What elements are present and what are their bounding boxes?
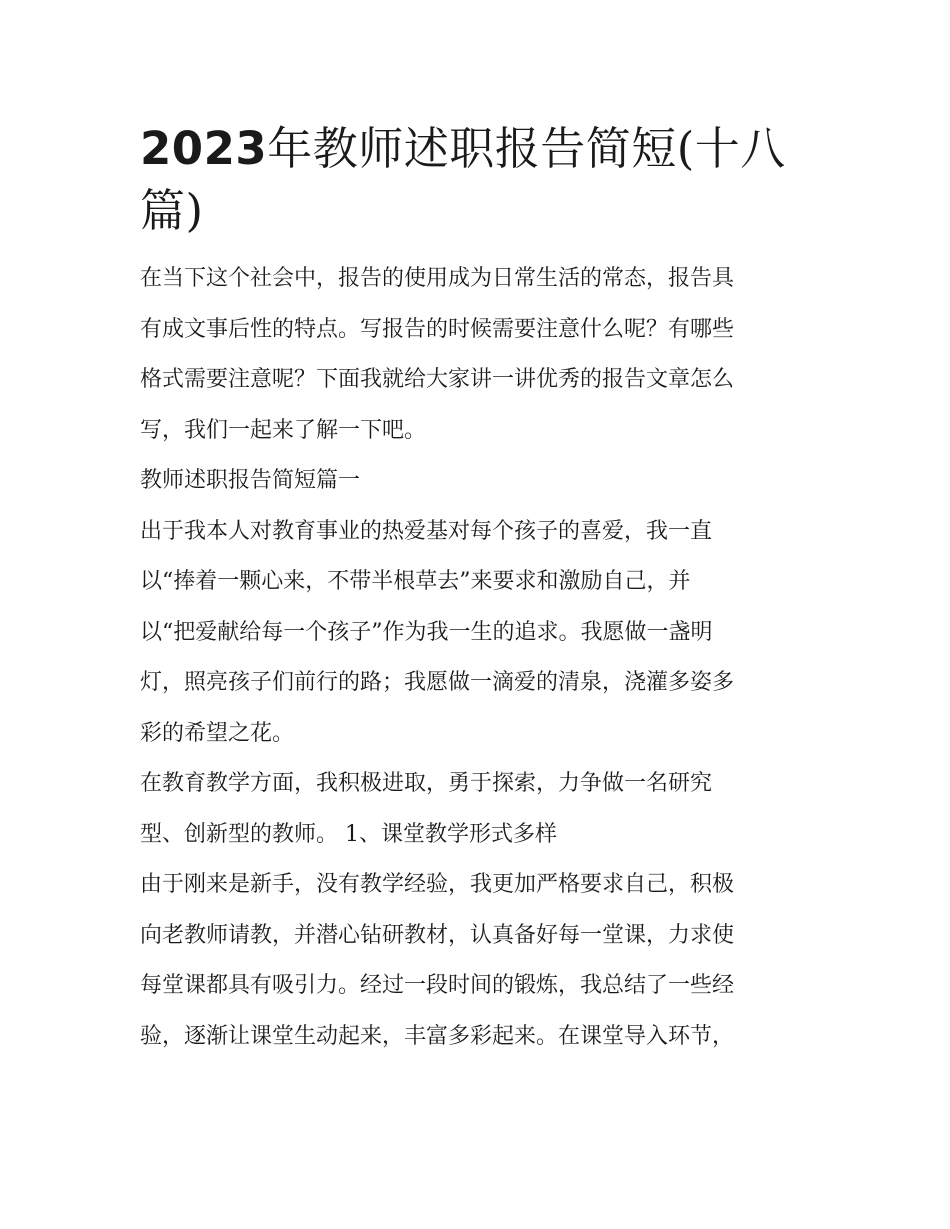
text-line: 灯，照亮孩子们前行的路；我愿做一滴爱的清泉，浇灌多姿多: [140, 670, 735, 695]
intro-paragraph: [140, 254, 812, 456]
text-line: 教师述职报告简短篇一: [140, 468, 361, 493]
text-line: 以“把爱献给每一个孩子”作为我一生的追求。我愿做一盏明: [140, 619, 713, 645]
section-heading: [140, 456, 812, 507]
body-paragraph-3: [140, 860, 812, 1062]
text-line: 在教育教学方面，我积极进取，勇于探索，力争做一名研究: [140, 771, 713, 796]
body-paragraph-1: [140, 507, 812, 760]
text-line: 验，逐渐让课堂生动起来，丰富多彩起来。在课堂导入环节，: [140, 1023, 735, 1049]
text-line: 在当下这个社会中，报告的使用成为日常生活的常态，报告具: [140, 266, 735, 291]
text-line: 型、创新型的教师。 1、课堂教学形式多样: [140, 821, 557, 847]
title-text: 年教师述职报告简短(十八篇): [140, 122, 786, 237]
text-line: 写，我们一起来了解一下吧。: [140, 417, 427, 443]
text-line: 向老教师请教，并潜心钻研教材，认真备好每一堂课，力求使: [140, 922, 735, 948]
text-line: 每堂课都具有吸引力。经过一段时间的锻炼，我总结了一些经: [140, 973, 735, 998]
body-paragraph-2: [140, 759, 812, 860]
text-line: 以“捧着一颗心来，不带半根草去”来要求和激励自己，并: [140, 569, 691, 594]
text-line: 彩的希望之花。: [140, 720, 295, 746]
text-line: 有成文事后性的特点。写报告的时候需要注意什么呢？有哪些: [140, 316, 735, 342]
document-page: [140, 118, 812, 1062]
text-line: 格式需要注意呢？下面我就给大家讲一讲优秀的报告文章怎么: [140, 367, 735, 392]
document-title: [140, 118, 812, 242]
text-line: 由于刚来是新手，没有教学经验，我更加严格要求自己，积极: [140, 872, 735, 897]
text-line: 出于我本人对教育事业的热爱基对每个孩子的喜爱，我一直: [140, 518, 713, 544]
title-year: 2023: [140, 122, 268, 175]
